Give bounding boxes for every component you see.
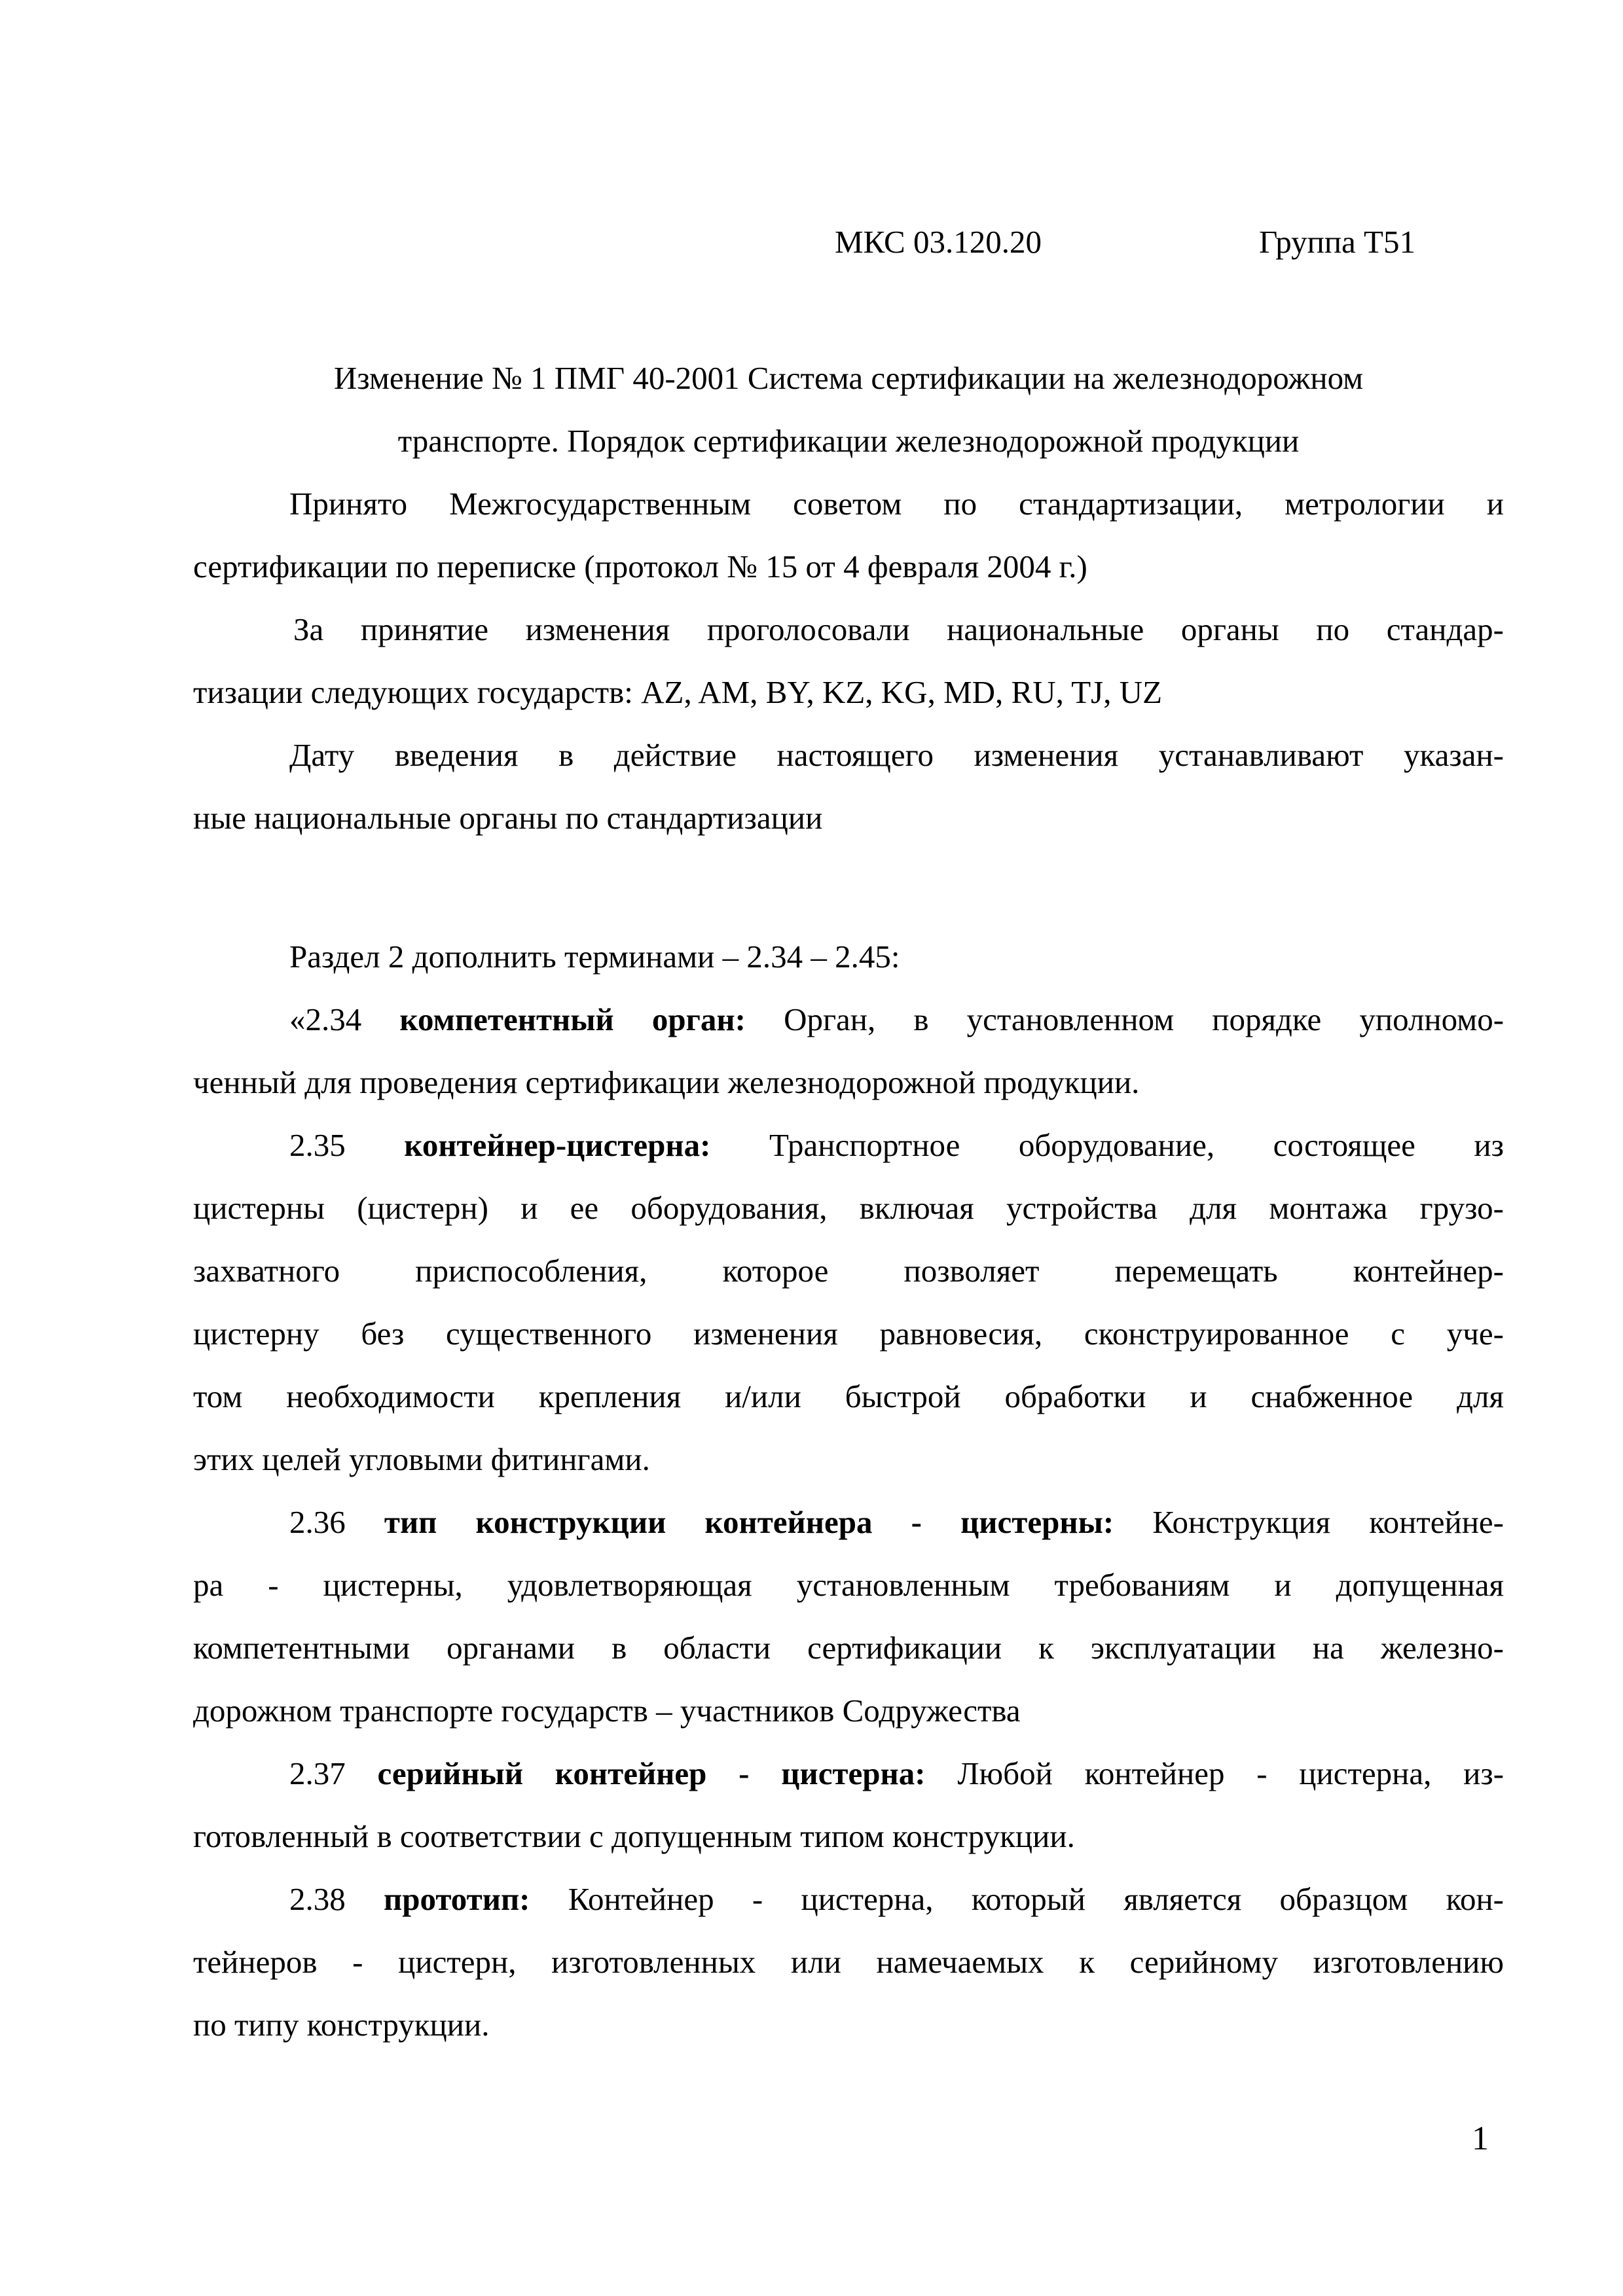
date-paragraph xyxy=(193,724,1504,850)
term-number: 2.35 xyxy=(289,1127,346,1163)
term-2-35-line-4: цистерну без существенного изменения равновесия, сконструированное с уче- xyxy=(193,1316,1504,1352)
term-number: 2.38 xyxy=(289,1881,346,1917)
term-2-37 xyxy=(193,1742,1504,1868)
term-name: прототип: xyxy=(384,1881,530,1917)
term-definition: Транспортное оборудование, состоящее из xyxy=(769,1127,1504,1163)
page-number: 1 xyxy=(1472,2120,1489,2157)
section-intro: Раздел 2 дополнить терминами – 2.34 – 2.45: xyxy=(289,939,900,975)
term-definition: Конструкция контейне- xyxy=(1152,1504,1504,1540)
term-2-37-line-2: готовленный в соответствии с допущенным типом конструкции. xyxy=(193,1818,1075,1854)
term-2-38-line-2: тейнеров - цистерн, изготовленных или намечаемых к серийному изготовлению xyxy=(193,1944,1504,1980)
term-definition: Любой контейнер - цистерна, из- xyxy=(957,1755,1504,1791)
term-definition: Орган, в установленном порядке уполномо- xyxy=(784,1001,1504,1037)
term-2-35-line-6: этих целей угловыми фитингами. xyxy=(193,1441,650,1477)
term-2-35-line-3: захватного приспособления, которое позволяет перемещать контейнер- xyxy=(193,1253,1504,1289)
term-2-34-line-1 xyxy=(193,988,1504,1051)
term-2-36 xyxy=(193,1491,1504,1742)
term-name: тип конструкции контейнера - цистерны: xyxy=(384,1504,1114,1540)
accepted-paragraph xyxy=(193,473,1504,598)
voted-line-1: За принятие изменения проголосовали национальные органы по стандар- xyxy=(293,611,1504,647)
term-name: контейнер-цистерна: xyxy=(404,1127,711,1163)
group-code: Группа Т51 xyxy=(1259,224,1415,260)
accepted-line-2: сертификации по переписке (протокол № 15 от 4 февраля 2004 г.) xyxy=(193,548,1087,584)
term-2-35-line-5: том необходимости крепления и/или быстрой обработки и снабженное для xyxy=(193,1378,1504,1414)
title-line-1: Изменение № 1 ПМГ 40-2001 Система сертификации на железнодорожном xyxy=(333,360,1364,396)
term-number: «2.34 xyxy=(289,1001,362,1037)
mks-code: МКС 03.120.20 xyxy=(835,224,1042,260)
term-2-37-line-1 xyxy=(193,1742,1504,1805)
term-2-38-line-3: по типу конструкции. xyxy=(193,2007,490,2043)
term-2-34-line-2: ченный для проведения сертификации железнодорожной продукции. xyxy=(193,1064,1140,1100)
term-2-36-line-1 xyxy=(193,1491,1504,1554)
term-2-35-line-2: цистерны (цистерн) и ее оборудования, включая устройства для монтажа грузо- xyxy=(193,1190,1504,1226)
term-number: 2.37 xyxy=(289,1755,346,1791)
voted-line-2: тизации следующих государств: AZ, AM, BY, KZ, KG, MD, RU, TJ, UZ xyxy=(193,674,1163,710)
term-2-38 xyxy=(193,1868,1504,2056)
term-2-36-line-2: ра - цистерны, удовлетворяющая установленным требованиям и допущенная xyxy=(193,1567,1504,1603)
title-line-2: транспорте. Порядок сертификации железнодорожной продукции xyxy=(397,423,1300,459)
term-2-34 xyxy=(193,988,1504,1114)
term-2-38-line-1 xyxy=(193,1868,1504,1931)
term-name: компетентный орган: xyxy=(399,1001,746,1037)
term-2-35-line-1 xyxy=(193,1114,1504,1177)
term-name: серийный контейнер - цистерна: xyxy=(377,1755,926,1791)
term-2-36-line-3: компетентными органами в области сертификации к эксплуатации на железно- xyxy=(193,1630,1504,1666)
accepted-line-1: Принято Межгосударственным советом по стандартизации, метрологии и xyxy=(289,486,1504,522)
date-line-2: ные национальные органы по стандартизации xyxy=(193,800,823,836)
term-number: 2.36 xyxy=(289,1504,346,1540)
term-2-36-line-4: дорожном транспорте государств – участников Содружества xyxy=(193,1693,1021,1729)
date-line-1: Дату введения в действие настоящего изменения устанавливают указан- xyxy=(289,737,1504,773)
voted-paragraph xyxy=(193,598,1504,724)
term-definition: Контейнер - цистерна, который является образцом кон- xyxy=(568,1881,1504,1917)
term-2-35 xyxy=(193,1114,1504,1491)
